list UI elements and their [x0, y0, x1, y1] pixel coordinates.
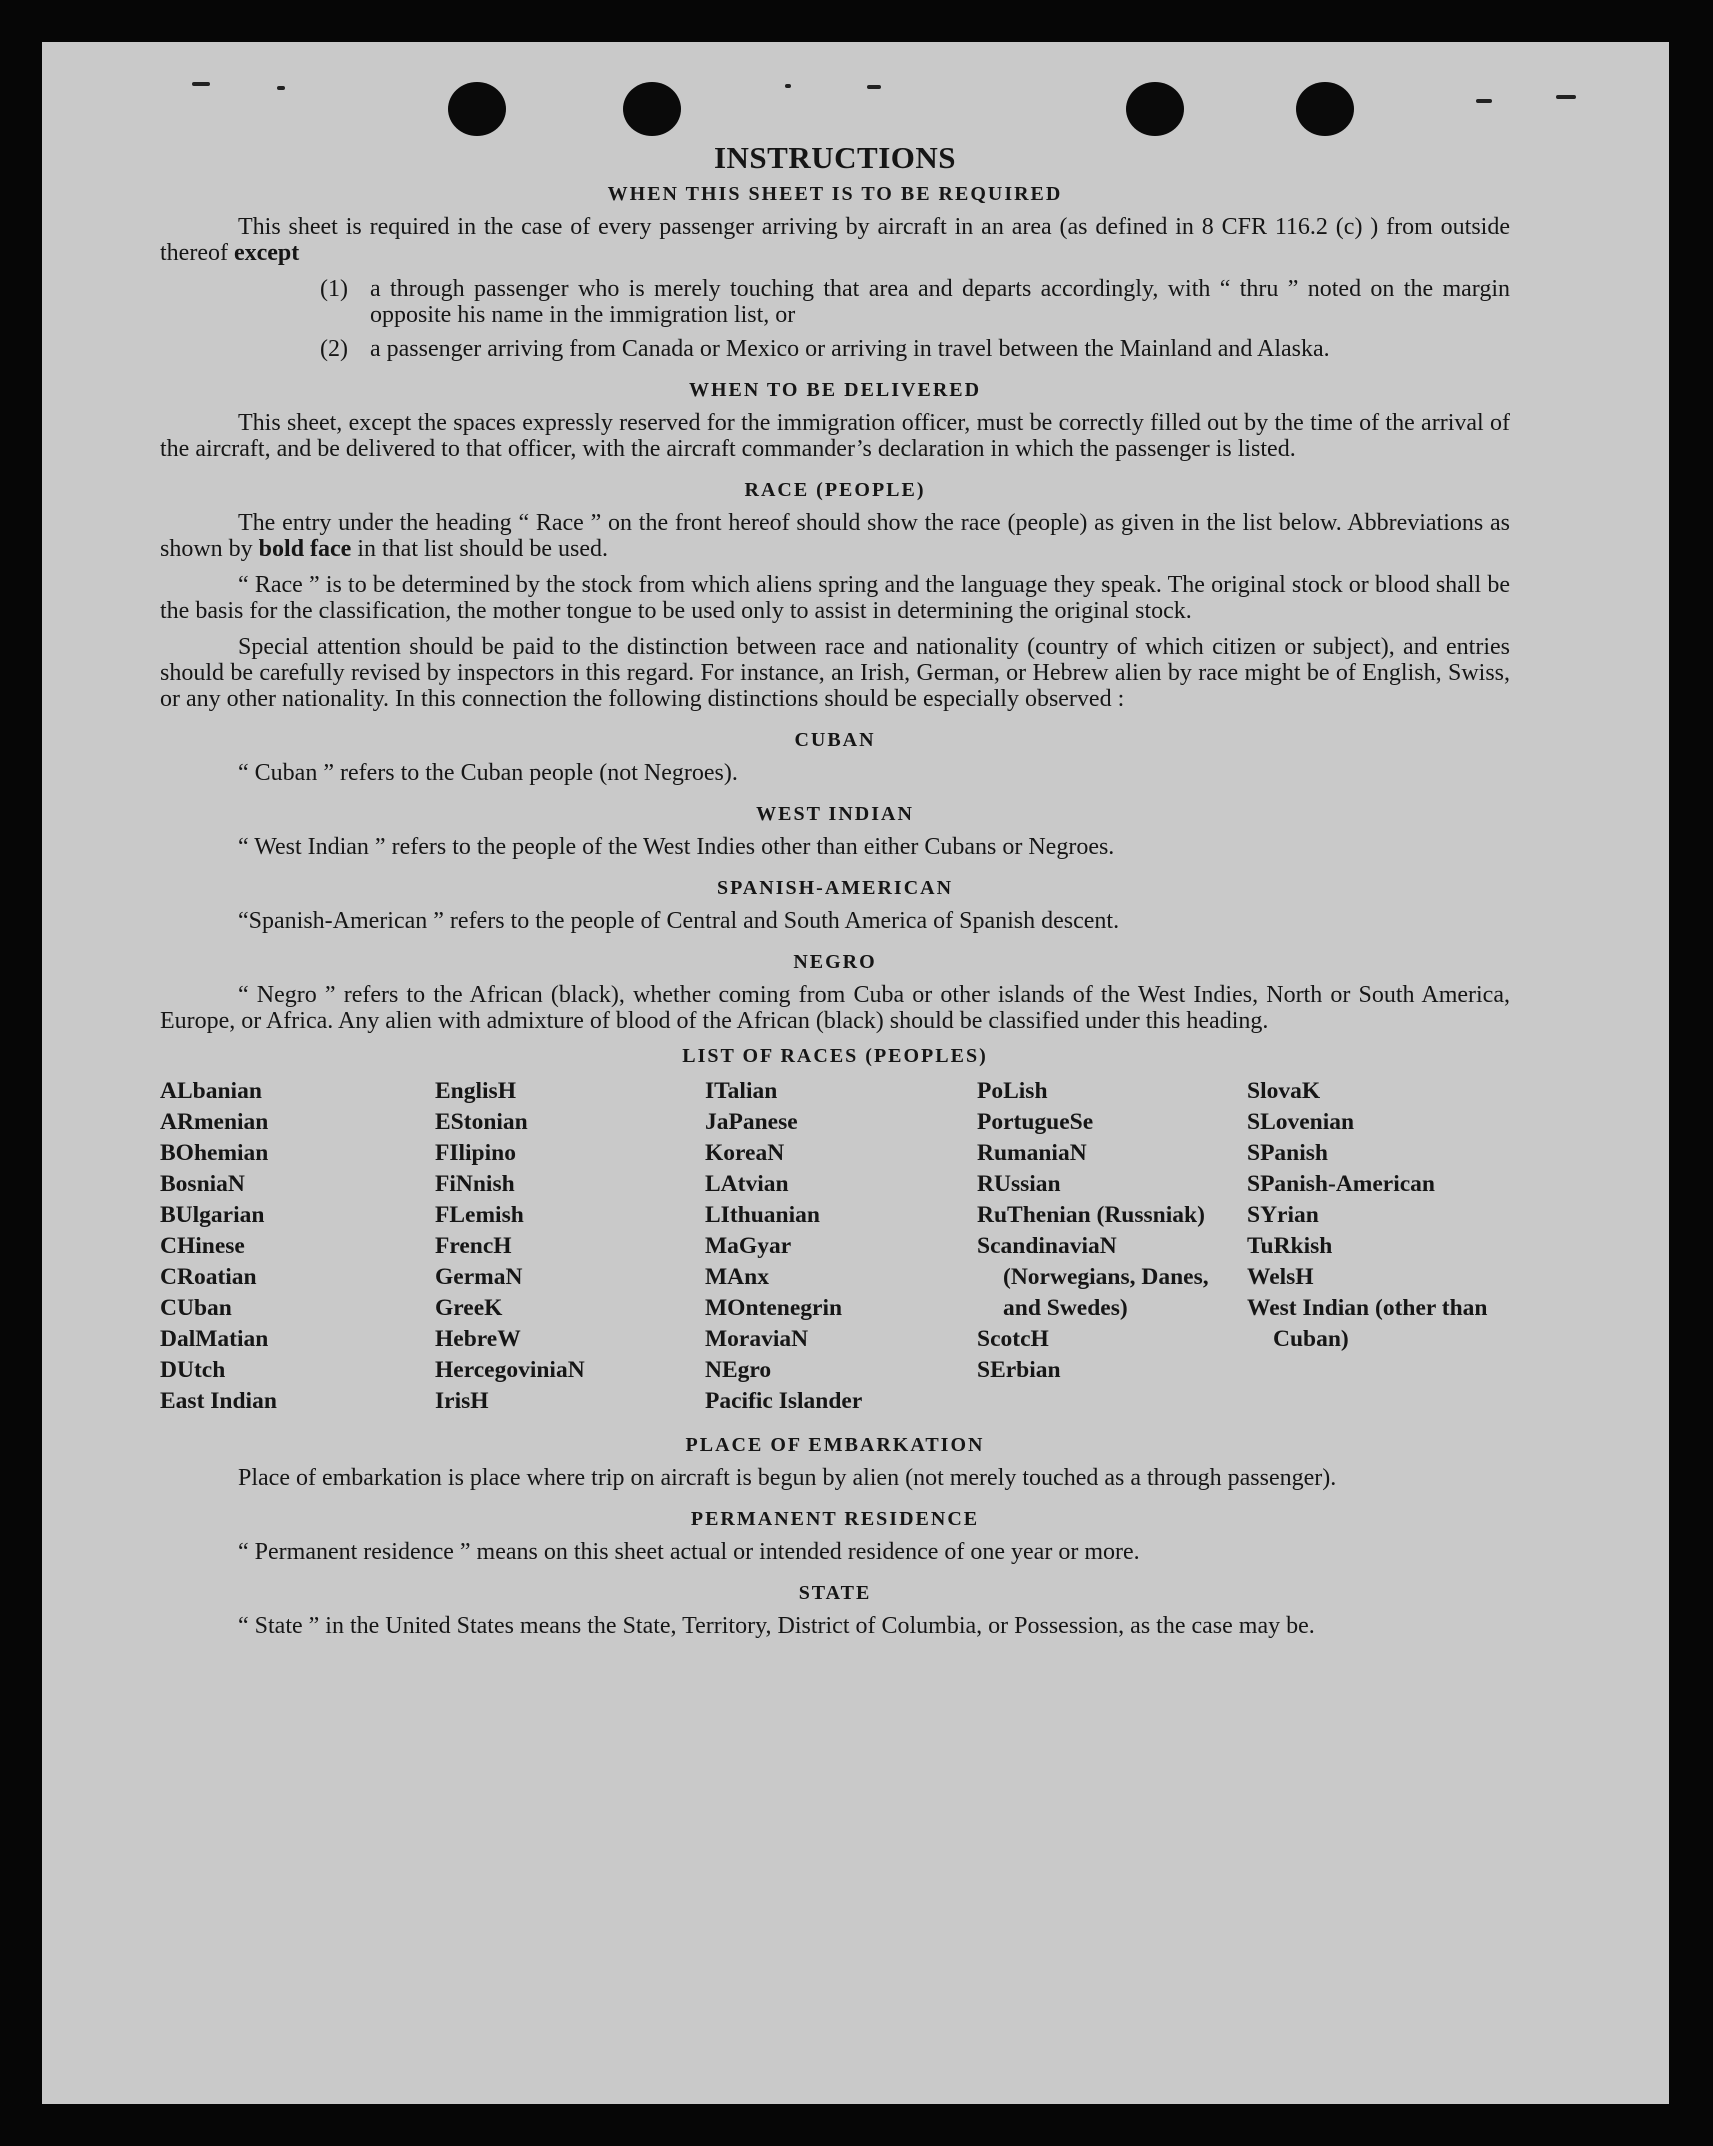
exception-item	[160, 276, 1510, 328]
race-entry: SlovaK	[1247, 1078, 1321, 1104]
state-text: “ State ” in the United States means the State, Territory, District of Columbia, or Possession, as the case may be.	[238, 1613, 1315, 1639]
section-heading-list-of-races: LIST OF RACES (PEOPLES)	[682, 1045, 988, 1067]
race-entry: GreeK	[435, 1295, 503, 1321]
race-entry: CUban	[160, 1295, 232, 1321]
race-paragraph-2: “ Race ” is to be determined by the stock from which aliens spring and the language they speak. The original stock or blood shall be the basis for the classification, the mother tongue to be used only to assist in determining the original stock.	[160, 572, 1510, 624]
section-heading-negro: NEGRO	[793, 951, 877, 973]
section-heading-delivered: WHEN TO BE DELIVERED	[688, 379, 982, 401]
section-heading-spanish-american: SPANISH-AMERICAN	[716, 877, 954, 899]
race-entry: MOntenegrin	[705, 1295, 843, 1321]
race-entry: MAnx	[705, 1264, 769, 1290]
races-column	[435, 1076, 705, 1417]
scan-speck	[785, 84, 791, 88]
race-entry: NEgro	[705, 1357, 772, 1383]
section-heading-race: RACE (PEOPLE)	[744, 479, 926, 501]
race-entry: FiNnish	[435, 1171, 515, 1197]
race-entry: BOhemian	[160, 1140, 269, 1166]
race-entry: DalMatian	[160, 1326, 269, 1352]
race-entry: HebreW	[435, 1326, 521, 1352]
race-entry: BUlgarian	[160, 1202, 265, 1228]
scan-speck	[1476, 99, 1492, 103]
race-entry: GermaN	[435, 1264, 523, 1290]
race-entry: EnglisH	[435, 1078, 516, 1104]
race-entry: HercegoviniaN	[435, 1357, 585, 1383]
races-column	[160, 1076, 435, 1417]
race-entry: ARmenian	[160, 1109, 269, 1135]
race-entry: East Indian	[160, 1388, 277, 1414]
race-entry: LAtvian	[705, 1171, 789, 1197]
embarkation-text: Place of embarkation is place where trip on aircraft is begun by alien (not merely touched as a through passenger).	[238, 1465, 1337, 1491]
exception-item	[160, 336, 1510, 362]
punch-hole	[1126, 82, 1184, 136]
race-entry: RumaniaN	[977, 1140, 1087, 1166]
section-heading-embarkation: PLACE OF EMBARKATION	[685, 1434, 985, 1456]
races-column	[705, 1076, 977, 1417]
race-entry: CHinese	[160, 1233, 245, 1259]
instructions-content	[160, 140, 1510, 1649]
race-entry: TuRkish	[1247, 1233, 1333, 1259]
race-entry: MoraviaN	[705, 1326, 809, 1352]
races-column	[977, 1076, 1247, 1417]
race-entry: WelsH	[1247, 1264, 1314, 1290]
spanish-american-text: “Spanish-American ” refers to the people of Central and South America of Spanish descent.	[238, 908, 1120, 934]
race-entry: DUtch	[160, 1357, 226, 1383]
exception-text: a through passenger who is merely touching that area and departs accordingly, with “ thru ” noted on the margin opposite his name in the immigration list, or	[370, 276, 1510, 328]
section-heading-required: WHEN THIS SHEET IS TO BE REQUIRED	[607, 183, 1063, 205]
race-entry: IrisH	[435, 1388, 489, 1414]
scan-speck	[277, 86, 285, 90]
race-entry: SPanish-American	[1247, 1171, 1435, 1197]
cuban-text: “ Cuban ” refers to the Cuban people (not Negroes).	[238, 760, 738, 786]
section-heading-cuban: CUBAN	[794, 729, 876, 751]
race-entry: FLemish	[435, 1202, 524, 1228]
race-entry: SLovenian	[1247, 1109, 1355, 1135]
race-entry: ScotcH	[977, 1326, 1049, 1352]
race-entry: FrencH	[435, 1233, 512, 1259]
exception-number: (2)	[320, 336, 348, 362]
race-entry: PoLish	[977, 1078, 1048, 1104]
west-indian-text: “ West Indian ” refers to the people of the West Indies other than either Cubans or Negroes.	[238, 834, 1115, 860]
scan-speck	[867, 85, 881, 89]
race-entry: SYrian	[1247, 1202, 1319, 1228]
race-paragraph-1: The entry under the heading “ Race ” on the front hereof should show the race (people) as given in the list below. Abbreviations as shown by bold face in that list should be used.	[160, 510, 1510, 562]
exception-number: (1)	[320, 276, 348, 302]
race-entry: RuThenian (Russniak)	[977, 1202, 1205, 1228]
race-entry: Pacific Islander	[705, 1388, 863, 1414]
race-entry: LIthuanian	[705, 1202, 820, 1228]
section-heading-residence: PERMANENT RESIDENCE	[690, 1508, 980, 1530]
race-entry: PortugueSe	[977, 1109, 1094, 1135]
page-title: INSTRUCTIONS	[713, 140, 956, 175]
race-entry: EStonian	[435, 1109, 528, 1135]
race-entry: ITalian	[705, 1078, 778, 1104]
race-entry: JaPanese	[705, 1109, 798, 1135]
race-paragraph-3: Special attention should be paid to the distinction between race and nationality (country of which citizen or subject), and entries should be carefully revised by inspectors in this regard. For instance, an Irish, German, or Hebrew alien by race might be of English, Swiss, or any other nationality. In this connection the following distinctions should be especially observed :	[160, 634, 1510, 712]
race-entry: SErbian	[977, 1357, 1061, 1383]
race-entry: MaGyar	[705, 1233, 792, 1259]
residence-text: “ Permanent residence ” means on this sheet actual or intended residence of one year or more.	[238, 1539, 1140, 1565]
race-entry: RUssian	[977, 1171, 1061, 1197]
race-entry: CRoatian	[160, 1264, 257, 1290]
scan-speck	[1556, 95, 1576, 99]
scan-speck	[192, 82, 210, 86]
races-list	[160, 1076, 1510, 1417]
delivered-text: This sheet, except the spaces expressly reserved for the immigration officer, must be correctly filled out by the time of the arrival of the aircraft, and be delivered to that officer, with the aircraft commander’s declaration in which the passenger is listed.	[160, 410, 1510, 462]
exception-text: a passenger arriving from Canada or Mexico or arriving in travel between the Mainland and Alaska.	[370, 336, 1330, 362]
required-intro: This sheet is required in the case of every passenger arriving by aircraft in an area (as defined in 8 CFR 116.2 (c) ) from outside thereof except	[160, 214, 1510, 266]
punch-hole	[623, 82, 681, 136]
section-heading-state: STATE	[798, 1582, 872, 1604]
race-entry: KoreaN	[705, 1140, 785, 1166]
negro-text: “ Negro ” refers to the African (black), whether coming from Cuba or other islands of the West Indies, North or South America, Europe, or Africa. Any alien with admixture of blood of the African (black) should be classified under this heading.	[160, 982, 1510, 1034]
race-entry: ALbanian	[160, 1078, 262, 1104]
races-column	[1247, 1076, 1510, 1417]
race-entry: West Indian (other than Cuban)	[1247, 1295, 1488, 1352]
race-entry: ScandinaviaN (Norwegians, Danes, and Swedes)	[977, 1233, 1209, 1321]
race-entry: BosniaN	[160, 1171, 245, 1197]
section-heading-west-indian: WEST INDIAN	[756, 803, 914, 825]
race-entry: SPanish	[1247, 1140, 1328, 1166]
race-entry: FIlipino	[435, 1140, 516, 1166]
punch-hole	[1296, 82, 1354, 136]
punch-hole	[448, 82, 506, 136]
